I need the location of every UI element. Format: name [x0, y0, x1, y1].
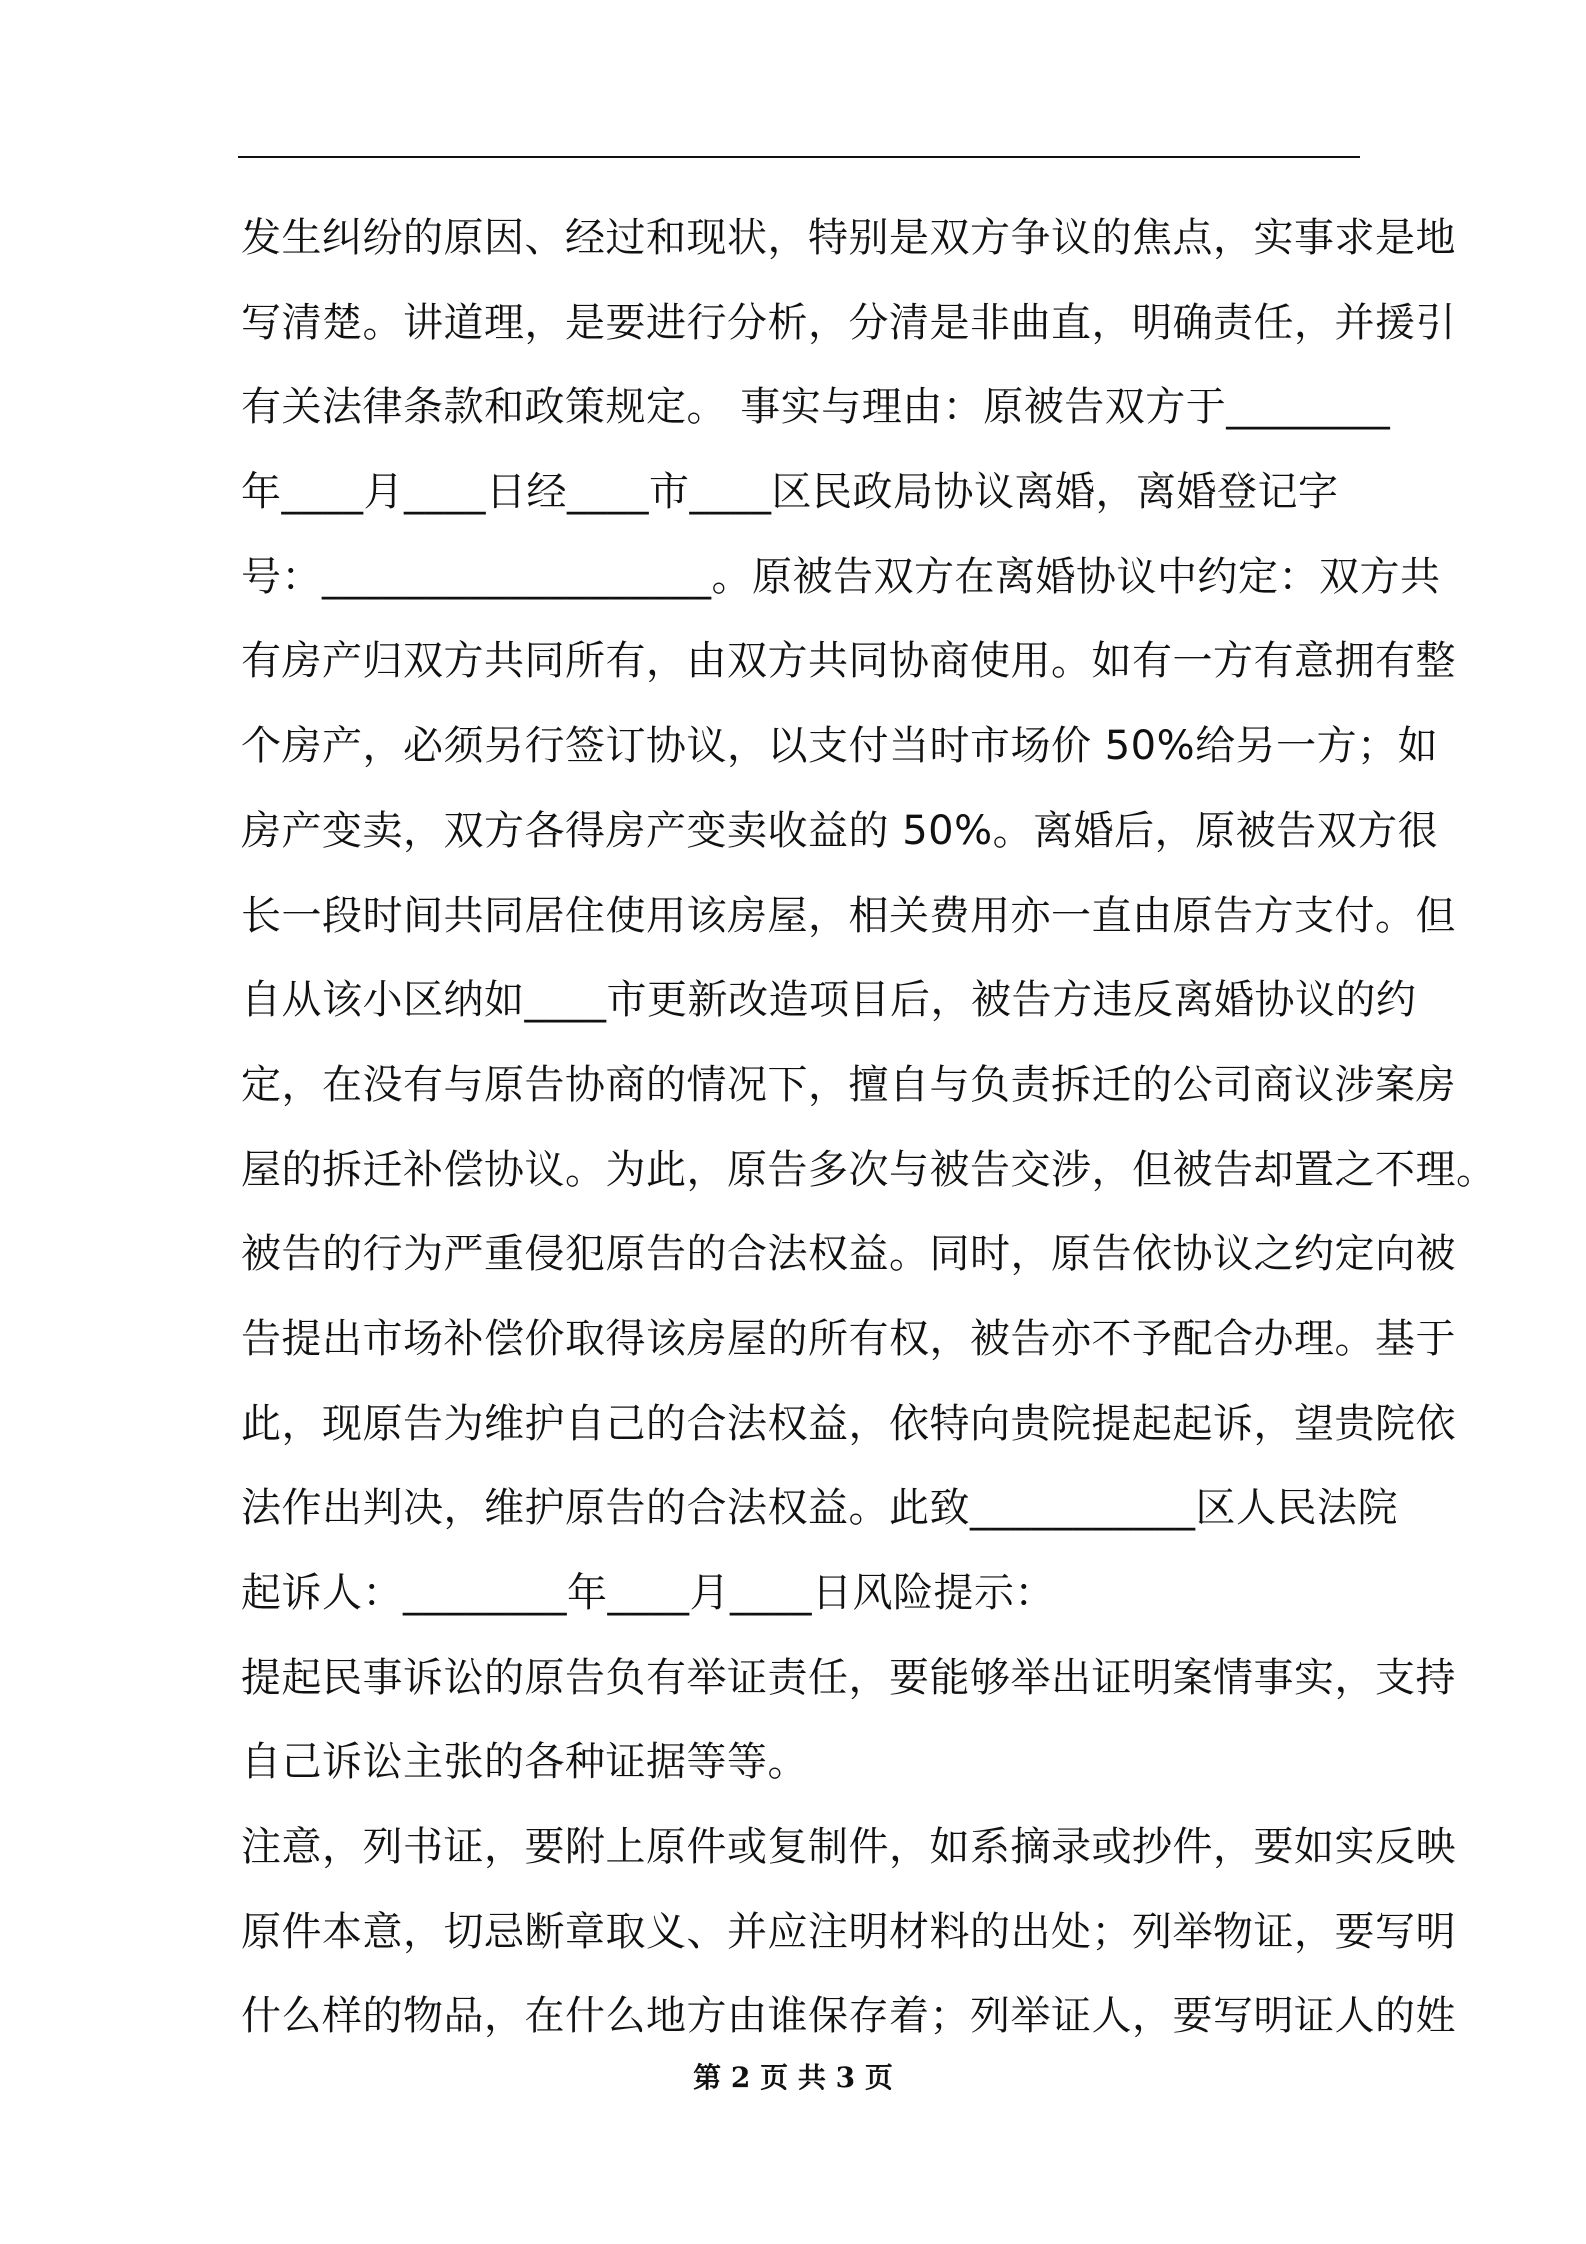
text-line: 起诉人：________年____月____日风险提示： — [241, 1570, 1055, 1616]
text-line: 写清楚。讲道理，是要进行分析，分清是非曲直，明确责任，并援引 — [241, 299, 1456, 346]
text-line: 个房产，必须另行签订协议，以支付当时市场价 50%给另一方；如 — [241, 723, 1439, 770]
text-line: 有房产归双方共同所有，由双方共同协商使用。如有一方有意拥有整 — [241, 638, 1456, 685]
text-line: 号：___________________。原被告双方在离婚协议中约定：双方共 — [241, 553, 1441, 600]
text-line: 屋的拆迁补偿协议。为此，原告多次与被告交涉，但被告却置之不理。 — [241, 1146, 1497, 1193]
text-line: 发生纠纷的原因、经过和现状，特别是双方争议的焦点，实事求是地 — [241, 215, 1456, 261]
text-line: 定，在没有与原告协商的情况下，擅自与负责拆迁的公司商议涉案房 — [241, 1061, 1456, 1108]
text-line: 年____月____日经____市____区民政局协议离婚，离婚登记字 — [241, 469, 1339, 516]
header-rule — [238, 156, 1360, 158]
text-line: 原件本意，切忌断章取义、并应注明材料的出处；列举物证，要写明 — [241, 1908, 1456, 1955]
text-line: 提起民事诉讼的原告负有举证责任，要能够举出证明案情事实，支持 — [241, 1654, 1456, 1701]
page-number: 第 2 页 共 3 页 — [693, 2061, 893, 2094]
text-line: 自从该小区纳如____市更新改造项目后，被告方违反离婚协议的约 — [241, 977, 1417, 1024]
text-line: 有关法律条款和政策规定。 事实与理由：原被告双方于________ — [241, 384, 1391, 431]
text-line: 长一段时间共同居住使用该房屋，相关费用亦一直由原告方支付。但 — [241, 892, 1456, 939]
text-line: 注意，列书证，要附上原件或复制件，如系摘录或抄件，要如实反映 — [241, 1824, 1456, 1871]
text-line: 告提出市场补偿价取得该房屋的所有权，被告亦不予配合办理。基于 — [241, 1315, 1456, 1362]
document-body — [241, 196, 1497, 2059]
text-line: 房产变卖，双方各得房产变卖收益的 50%。离婚后，原被告双方很 — [241, 807, 1439, 854]
text-line: 法作出判决，维护原告的合法权益。此致___________区人民法院 — [241, 1485, 1398, 1532]
text-line: 此，现原告为维护自己的合法权益，依特向贵院提起起诉，望贵院依 — [241, 1400, 1456, 1447]
text-line: 被告的行为严重侵犯原告的合法权益。同时，原告依协议之约定向被 — [241, 1231, 1456, 1278]
text-line: 什么样的物品，在什么地方由谁保存着；列举证人，要写明证人的姓 — [241, 1993, 1456, 2040]
text-line: 自己诉讼主张的各种证据等等。 — [241, 1739, 808, 1786]
